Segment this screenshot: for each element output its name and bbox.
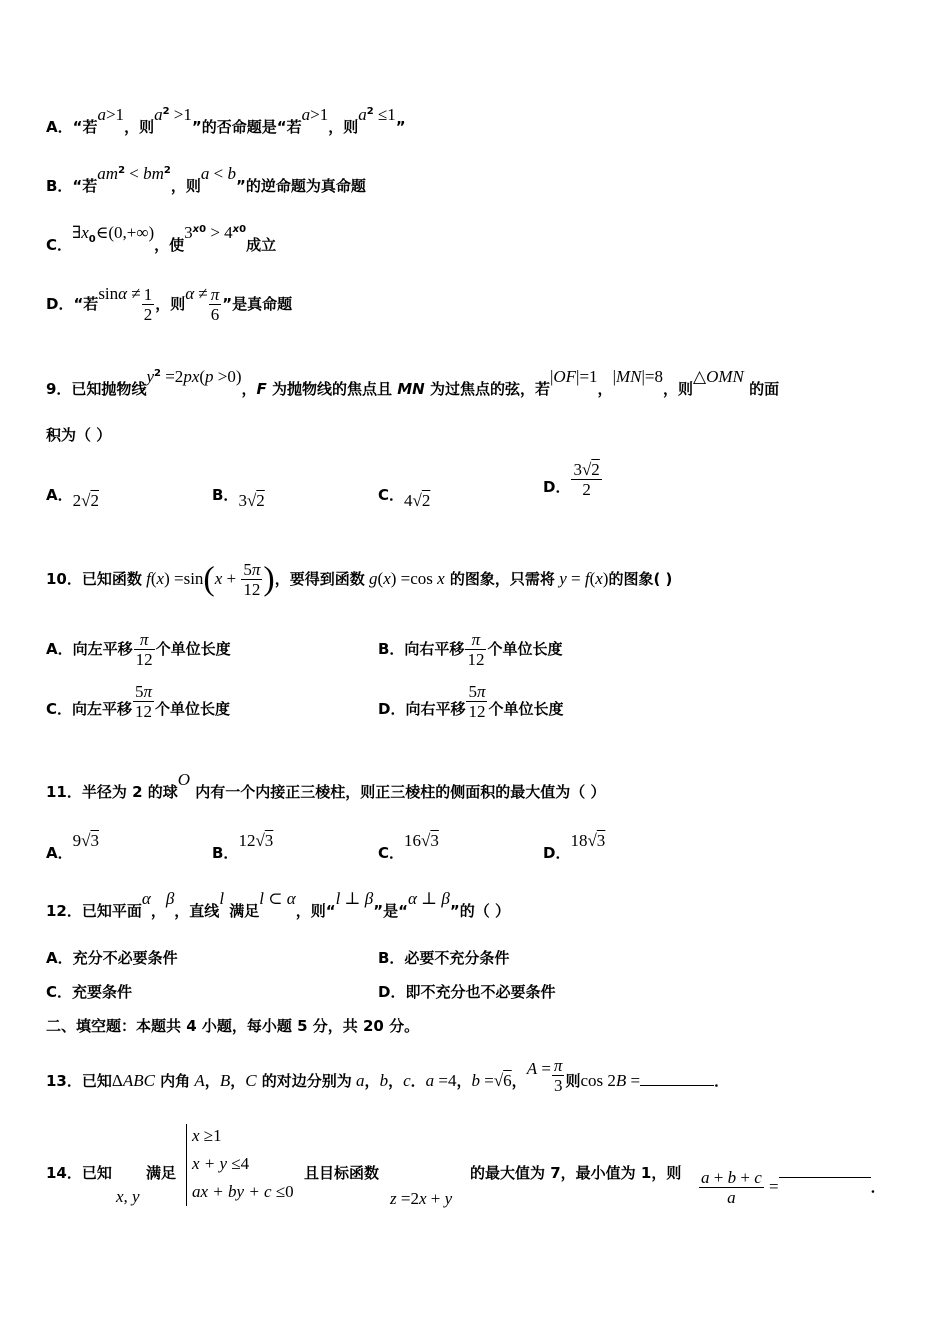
q8-option-c: C．$\exists x_0\in(0,+\infty)$，使$3^{x0} > 4^{x0}$成立 xyxy=(46,223,277,254)
q9-option-a: A．2√2 xyxy=(46,486,99,510)
q14-objective-label: 且目标函数 xyxy=(304,1164,380,1182)
q9-stem-cont: 积为（ ） xyxy=(46,426,112,444)
q14-objective: z =2x + y xyxy=(390,1189,453,1208)
q12-option-a: A．充分不必要条件 xyxy=(46,949,178,967)
q10-option-b: B．向右平移 $\frac{\pi}{12}$ 个单位长度 xyxy=(378,630,563,669)
q14-stem: 14．已知 xyxy=(46,1164,112,1182)
q9-option-d: D． $\frac{3√2}{2}$ xyxy=(543,460,600,499)
q9-option-b: B．3√2 xyxy=(212,486,265,510)
q8-option-a: A．“若a>1，则$a^2 >1$”的否命题是“若a>1，则$a^2 \le 1$” xyxy=(46,105,406,136)
q14-satisfy: 满足 xyxy=(146,1164,177,1182)
q14-constraints: x ≥1 x + y ≤4 ax + by + c ≤0 xyxy=(192,1126,294,1201)
q12-option-b: B．必要不充分条件 xyxy=(378,949,510,967)
q12-option-c: C．充要条件 xyxy=(46,983,133,1001)
q13-stem: 13．已知ΔABC 内角 A，B，C 的对边分别为 a，b，c．a =4，b =√6，A = $\frac{\pi}{3}$ 则cos 2B = ． xyxy=(46,1056,730,1095)
q9-option-c: C．4√2 xyxy=(378,486,431,510)
q9-stem: 9．已知抛物线$y^2 =2px(p >0)$，F 为抛物线的焦点且 MN 为过焦点的弦，若|OF|=1，|MN|=8，则△OMN 的面 xyxy=(46,367,780,398)
q12-stem: 12．已知平面α，β，直线l 满足l ⊂ α，则“l ⊥ β”是“α ⊥ β”的（ ） xyxy=(46,889,510,920)
q10-stem: 10．已知函数 f(x) =sin(x + $\frac{5\pi}{12}$ )，要得到函数 g(x) =cos x 的图象，只需将 y = f(x)的图象( ) xyxy=(46,560,673,599)
q8-option-d: D．“若sinα ≠ $\frac{1}{2}$ ，则α ≠ $\frac{\pi}{6}$ ”是真命题 xyxy=(46,284,293,324)
q10-option-d: D．向右平移 $\frac{5\pi}{12}$ 个单位长度 xyxy=(378,682,564,721)
q14-brace xyxy=(186,1124,187,1206)
q11-option-a: A．9√3 xyxy=(46,831,99,862)
q11-option-b: B．12√3 xyxy=(212,831,274,862)
q11-stem: 11．半径为 2 的球O 内有一个内接正三棱柱，则正三棱柱的侧面积的最大值为（ ） xyxy=(46,770,606,801)
q14-vars: x, y xyxy=(116,1187,140,1206)
q10-option-c: C．向左平移 $\frac{5\pi}{12}$ 个单位长度 xyxy=(46,682,231,721)
section-2-heading: 二、填空题：本题共 4 小题，每小题 5 分，共 20 分。 xyxy=(46,1017,420,1035)
q14-condition: 的最大值为 7，最小值为 1，则 xyxy=(470,1164,682,1182)
q11-option-c: C．16√3 xyxy=(378,831,439,862)
q14-answer: $\frac{a + b + c}{a}$ = ． xyxy=(701,1168,886,1207)
q12-option-d: D．即不充分也不必要条件 xyxy=(378,983,556,1001)
q10-option-a: A．向左平移 $\frac{\pi}{12}$ 个单位长度 xyxy=(46,630,231,669)
q8-option-b: B．“若$am^2 < bm^2$，则a < b”的逆命题为真命题 xyxy=(46,164,366,195)
q11-option-d: D．18√3 xyxy=(543,831,606,862)
